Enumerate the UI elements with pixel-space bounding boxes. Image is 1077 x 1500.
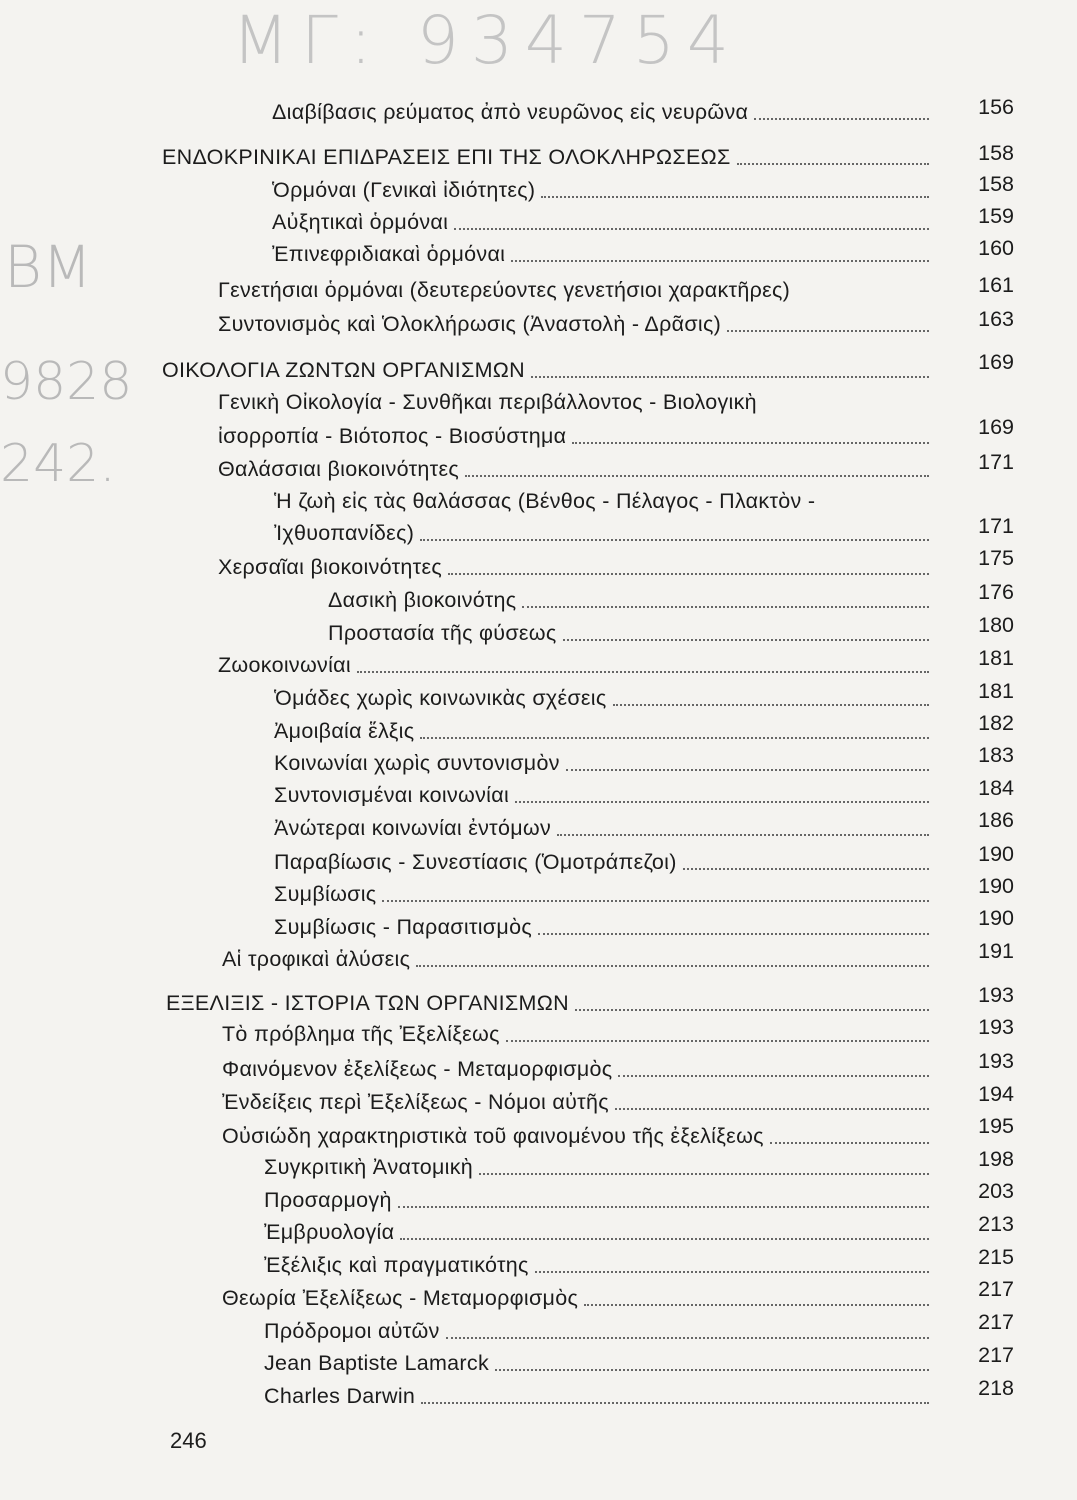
toc-entry (274, 513, 935, 547)
toc-entry-title: Ἀνώτεραι κοινωνίαι ἐντόμων (274, 816, 552, 841)
toc-entry-title: Ζωοκοινωνίαι (218, 653, 351, 678)
toc-page-number: 198 (978, 1147, 1014, 1171)
handwritten-shelfmark: ΜΓ: 934754 (232, 2, 741, 79)
toc-page-number: 190 (978, 906, 1014, 930)
toc-page-number: 218 (978, 1376, 1014, 1400)
toc-page-number: 181 (978, 646, 1014, 670)
dot-leader (566, 769, 929, 771)
toc-entry (274, 808, 935, 842)
toc-page-number: 193 (978, 1015, 1014, 1039)
toc-entry (264, 1311, 935, 1345)
toc-page-number: 180 (978, 613, 1014, 637)
toc-entry-title: Συντονισμὸς καὶ Ὁλοκλήρωσις (Ἀναστολὴ - Δρᾶσις) (218, 312, 722, 337)
toc-page-number: 159 (978, 204, 1014, 228)
dot-leader (618, 1075, 929, 1077)
toc-entry-title: Διαβίβασις ρεύματος ἀπὸ νευρῶνος εἰς νευρῶνα (272, 100, 749, 125)
toc-entry (218, 449, 935, 483)
toc-entry-title: ΕΞΕΛΙΞΙΣ - ΙΣΤΟΡΙΑ ΤΩΝ ΟΡΓΑΝΙΣΜΩΝ (166, 991, 569, 1016)
toc-page-number: 161 (978, 273, 1014, 297)
toc-entry (274, 743, 935, 777)
dot-leader (511, 260, 929, 262)
dot-leader (522, 606, 929, 608)
toc-entry (222, 1278, 935, 1312)
dot-leader (398, 1206, 929, 1208)
toc-entry (274, 775, 935, 809)
toc-entry (264, 1212, 935, 1246)
toc-entry (328, 580, 935, 614)
handwritten-margin-note: BM (4, 233, 93, 301)
toc-page-number: 186 (978, 808, 1014, 832)
toc-entry-title: Συμβίωσις - Παρασιτισμὸς (274, 915, 532, 940)
toc-entry (218, 645, 935, 679)
toc-entry (264, 1180, 935, 1214)
dot-leader (754, 118, 929, 120)
toc-entry (272, 234, 935, 268)
dot-leader (541, 196, 929, 198)
toc-entry-title: ΕΝΔΟΚΡΙΝΙΚΑΙ ΕΠΙΔΡΑΣΕΙΣ ΕΠΙ ΤΗΣ ΟΛΟΚΛΗΡΩΣΕΩΣ (162, 145, 731, 170)
toc-section-heading (166, 983, 935, 1017)
toc-entry-title: Παραβίωσις - Συνεστίασις (Ὁμοτράπεζοι) (274, 850, 677, 875)
dot-leader (563, 639, 929, 641)
dot-leader (454, 228, 929, 230)
toc-entry-title: Αἱ τροφικαὶ ἁλύσεις (222, 947, 411, 972)
toc-entry-title: Θαλάσσιαι βιοκοινότητες (218, 457, 460, 482)
toc-page-number: 195 (978, 1114, 1014, 1138)
dot-leader (420, 737, 929, 739)
toc-page-number: 156 (978, 95, 1014, 119)
toc-page-number: 213 (978, 1212, 1014, 1236)
toc-page-number: 183 (978, 743, 1014, 767)
toc-entry (218, 547, 935, 581)
dot-leader (515, 801, 929, 803)
dot-leader (737, 163, 929, 165)
toc-entry-title: Θεωρία Ἐξελίξεως - Μεταμορφισμὸς (222, 1286, 579, 1311)
toc-entry-title: Charles Darwin (264, 1384, 416, 1409)
toc-entry (222, 1049, 935, 1083)
toc-entry (222, 1014, 935, 1048)
toc-entry (274, 874, 935, 908)
page-number: 246 (170, 1428, 207, 1453)
toc-entry-title: Αὐξητικαὶ ὁρμόναι (272, 210, 449, 235)
toc-page-number: 182 (978, 711, 1014, 735)
toc-entry-title: ΟΙΚΟΛΟΓΙΑ ΖΩΝΤΩΝ ΟΡΓΑΝΙΣΜΩΝ (162, 358, 526, 383)
dot-leader (400, 1238, 929, 1240)
toc-page-number: 169 (978, 350, 1014, 374)
toc-entry-title: Ἐπινεφριδιακαὶ ὁρμόναι (272, 242, 506, 267)
toc-entry-title: Φαινόμενον ἐξελίξεως - Μεταμορφισμὸς (222, 1057, 613, 1082)
dot-leader (420, 539, 929, 541)
dot-leader (506, 1040, 929, 1042)
handwritten-margin-note: 9828 (0, 352, 133, 412)
dot-leader (615, 1108, 929, 1110)
dot-leader (421, 1402, 929, 1404)
toc-entry-title: Πρόδρομοι αὐτῶν (264, 1319, 440, 1344)
toc-entry-title: Ἡ ζωὴ εἰς τὰς θαλάσσας (Βένθος - Πέλαγος - Πλακτὸν - (274, 489, 816, 514)
toc-page-number: 215 (978, 1245, 1014, 1269)
dot-leader (448, 573, 929, 575)
toc-entry (274, 907, 935, 941)
toc-page-number: 193 (978, 1049, 1014, 1073)
toc-entry-title: Ἰχθυοπανίδες) (274, 521, 415, 546)
toc-entry-title: Ὁρμόναι (Γενικαὶ ἰδιότητες) (272, 178, 536, 203)
toc-entry-title: Γενικὴ Οἰκολογία - Συνθῆκαι περιβάλλοντος - Βιολογικὴ (218, 390, 757, 415)
toc-entry (218, 270, 935, 304)
dot-leader (531, 376, 929, 378)
toc-page-number: 217 (978, 1310, 1014, 1334)
toc-page-number: 158 (978, 141, 1014, 165)
toc-entry-title: Jean Baptiste Lamarck (264, 1351, 489, 1376)
toc-page-number: 176 (978, 580, 1014, 604)
toc-page-number: 190 (978, 874, 1014, 898)
toc-entry (272, 92, 935, 126)
toc-entry (274, 711, 935, 745)
toc-entry-title: Γενετήσιαι ὁρμόναι (δευτερεύοντες γενετήσιοι χαρακτῆρες) (218, 278, 791, 303)
toc-entry-title: Τὸ πρόβλημα τῆς Ἐξελίξεως (222, 1022, 500, 1047)
toc-entry-title: Ἐξέλιξις καὶ πραγματικότης (264, 1253, 529, 1278)
toc-page-number: 158 (978, 172, 1014, 196)
toc-entry (272, 202, 935, 236)
toc-entry-title: Χερσαῖαι βιοκοινότητες (218, 555, 443, 580)
dot-leader (572, 442, 929, 444)
toc-entry-title: Συγκριτικὴ Ἀνατομικὴ (264, 1155, 474, 1180)
dot-leader (535, 1271, 929, 1273)
toc-page-number: 193 (978, 983, 1014, 1007)
toc-entry-title: Προσαρμογὴ (264, 1188, 392, 1213)
toc-entry-title: Προστασία τῆς φύσεως (328, 621, 557, 646)
dot-leader (557, 834, 929, 836)
toc-entry (264, 1343, 935, 1377)
toc-entry (264, 1376, 935, 1410)
dot-leader (479, 1173, 929, 1175)
toc-entry (218, 382, 935, 416)
toc-entry (264, 1245, 935, 1279)
toc-page-number: 169 (978, 415, 1014, 439)
toc-entry-title: Ὁμάδες χωρὶς κοινωνικὰς σχέσεις (274, 686, 607, 711)
toc-entry (222, 1116, 935, 1150)
toc-page-number: 160 (978, 236, 1014, 260)
dot-leader (382, 900, 929, 902)
toc-page-number: 184 (978, 776, 1014, 800)
toc-entry (274, 481, 935, 515)
toc-page-number: 175 (978, 546, 1014, 570)
toc-entry-title: Ἀμοιβαία ἕλξις (274, 719, 415, 744)
toc-entry-title: ἰσορροπία - Βιότοπος - Βιοσύστημα (218, 424, 567, 449)
toc-entry (218, 416, 935, 450)
dot-leader (416, 965, 929, 967)
toc-entry-title: Κοινωνίαι χωρὶς συντονισμὸν (274, 751, 560, 776)
toc-entry-title: Ἐμβρυολογία (264, 1220, 395, 1245)
toc-entry (328, 613, 935, 647)
dot-leader (613, 704, 929, 706)
toc-page-number: 171 (978, 450, 1014, 474)
dot-leader (465, 475, 929, 477)
toc-page-number: 217 (978, 1343, 1014, 1367)
dot-leader (770, 1142, 929, 1144)
toc-entry (272, 170, 935, 204)
toc-entry (264, 1147, 935, 1181)
dot-leader (683, 868, 929, 870)
dot-leader (584, 1304, 929, 1306)
toc-entry (274, 842, 935, 876)
toc-entry (274, 678, 935, 712)
toc-entry-title: Συντονισμέναι κοινωνίαι (274, 783, 510, 808)
dot-leader (446, 1337, 929, 1339)
dot-leader (727, 330, 929, 332)
toc-entry-title: Ἐνδείξεις περὶ Ἐξελίξεως - Νόμοι αὐτῆς (222, 1090, 609, 1115)
toc-page-number: 181 (978, 679, 1014, 703)
toc-section-heading (162, 137, 935, 171)
toc-page-number: 171 (978, 514, 1014, 538)
toc-section-heading (162, 350, 935, 384)
handwritten-margin-note: 242. (0, 434, 116, 494)
dot-leader (575, 1009, 929, 1011)
dot-leader (357, 671, 929, 673)
toc-entry (222, 1082, 935, 1116)
toc-page-number: 190 (978, 842, 1014, 866)
dot-leader (495, 1369, 929, 1371)
toc-entry-title: Συμβίωσις (274, 882, 377, 907)
toc-page-number: 203 (978, 1179, 1014, 1203)
toc-entry (218, 304, 935, 338)
dot-leader (538, 933, 929, 935)
toc-page-number: 163 (978, 307, 1014, 331)
toc-page-number: 194 (978, 1082, 1014, 1106)
toc-entry (222, 939, 935, 973)
toc-page-number: 217 (978, 1277, 1014, 1301)
toc-entry-title: Οὐσιώδη χαρακτηριστικὰ τοῦ φαινομένου τῆς ἐξελίξεως (222, 1124, 764, 1149)
toc-page-number: 191 (978, 939, 1014, 963)
toc-entry-title: Δασικὴ βιοκοινότης (328, 588, 517, 613)
